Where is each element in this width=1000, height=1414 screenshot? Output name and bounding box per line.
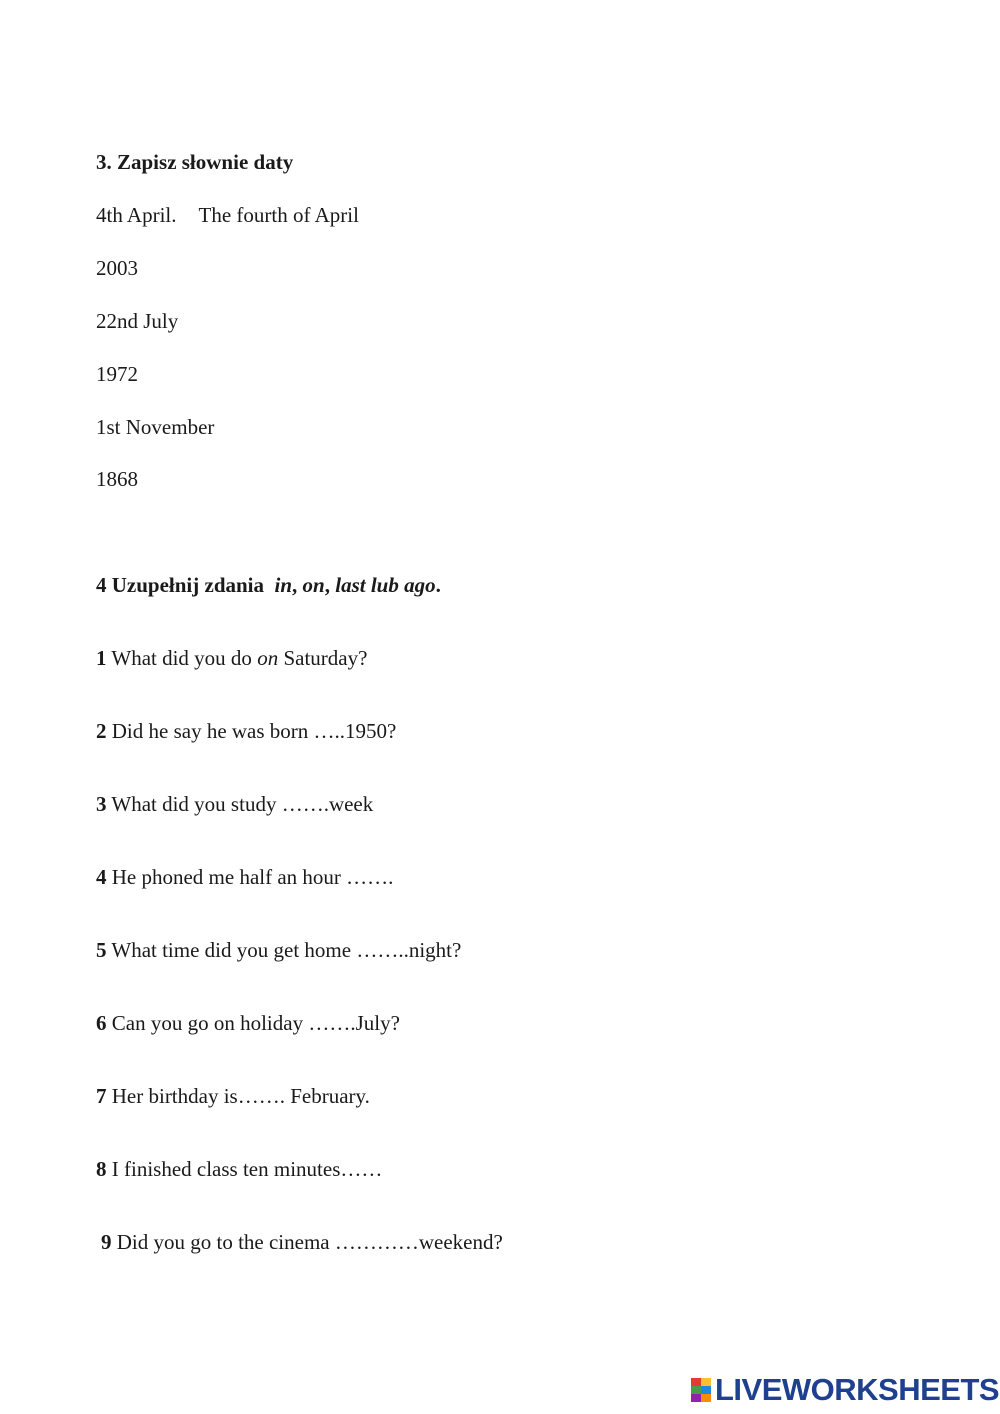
sentence-number: 6 <box>96 1011 107 1035</box>
gap-sentence <box>96 718 396 744</box>
gap-sentence <box>96 864 393 890</box>
sentence-number: 8 <box>96 1157 107 1181</box>
date-item: 1868 <box>96 467 138 491</box>
sentence-text: What time did you get home ……..night? <box>106 938 462 962</box>
logo-mark-icon <box>691 1378 711 1402</box>
sentence-number: 4 <box>96 865 107 889</box>
example-date-row <box>96 202 359 228</box>
logo-square <box>691 1394 701 1402</box>
sentence-number: 2 <box>96 719 107 743</box>
example-sentence <box>96 645 367 671</box>
example-date: 4th April. <box>96 203 177 227</box>
sentence-text: Can you go on holiday …….July? <box>106 1011 400 1035</box>
gap-sentence <box>96 1156 382 1182</box>
date-item: 1st November <box>96 415 215 439</box>
heading-separator: , <box>292 573 303 597</box>
section-4-heading <box>96 572 441 598</box>
date-item: 22nd July <box>96 309 179 333</box>
section-3-heading: 3. Zapisz słownie daty <box>96 150 294 174</box>
gap-sentence <box>96 937 461 963</box>
liveworksheets-logo <box>691 1372 1000 1407</box>
sentence-number: 7 <box>96 1084 107 1108</box>
sentence-text-after: Saturday? <box>278 646 368 670</box>
date-item: 2003 <box>96 256 138 280</box>
heading-end: . <box>435 573 441 597</box>
heading-word-last-ago: last lub ago <box>335 573 436 597</box>
logo-square <box>691 1386 701 1394</box>
sentence-number: 9 <box>101 1230 112 1254</box>
logo-square <box>701 1394 711 1402</box>
example-answer-word: on <box>257 646 279 670</box>
logo-square <box>701 1378 711 1386</box>
example-answer: The fourth of April <box>198 203 359 227</box>
sentence-text: I finished class ten minutes…… <box>106 1157 383 1181</box>
heading-word-on: on <box>302 573 325 597</box>
heading-word-in: in <box>274 573 293 597</box>
gap-sentence <box>96 1083 370 1109</box>
sentence-text: Did he say he was born …..1950? <box>106 719 397 743</box>
heading-separator: , <box>324 573 336 597</box>
sentence-text: He phoned me half an hour ……. <box>106 865 394 889</box>
logo-square <box>701 1386 711 1394</box>
sentence-number: 1 <box>96 646 107 670</box>
gap-sentence <box>96 791 373 817</box>
date-item: 1972 <box>96 362 138 386</box>
gap-sentence <box>101 1229 503 1255</box>
sentence-text-before: What did you do <box>106 646 258 670</box>
heading-prefix: 4 Uzupełnij zdania <box>96 573 270 597</box>
sentence-number: 3 <box>96 792 107 816</box>
sentence-text: Her birthday is……. February. <box>106 1084 370 1108</box>
logo-text: LIVEWORKSHEETS <box>715 1372 1000 1407</box>
sentence-text: Did you go to the cinema …………weekend? <box>111 1230 503 1254</box>
sentence-text: What did you study …….week <box>106 792 374 816</box>
sentence-number: 5 <box>96 938 107 962</box>
gap-sentence <box>96 1010 400 1036</box>
logo-square <box>691 1378 701 1386</box>
